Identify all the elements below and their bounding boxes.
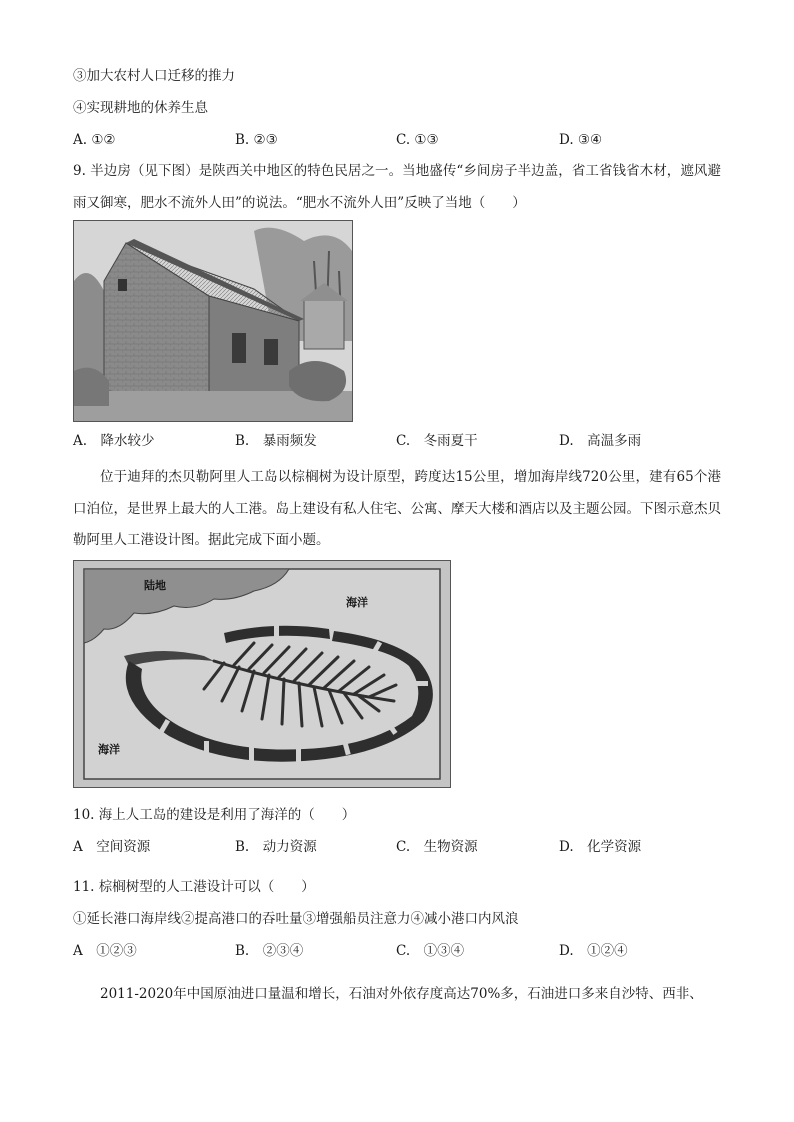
land-label: 陆地 (144, 579, 166, 592)
q11-option-d: D. ①②④ (559, 943, 628, 959)
q8-statement-3: ③加大农村人口迁移的推力 (73, 68, 235, 84)
house-illustration (74, 221, 352, 421)
q10-option-c: C. 生物资源 (396, 839, 478, 855)
ocean-label-top: 海洋 (346, 596, 368, 609)
ocean-label-bottom: 海洋 (98, 743, 120, 756)
q11-option-c: C. ①③④ (396, 943, 465, 959)
q9-option-b: B. 暴雨频发 (235, 433, 317, 449)
q10-options (73, 838, 733, 856)
palm-island-illustration (74, 561, 450, 787)
palm-island-passage: 位于迪拜的杰贝勒阿里人工岛以棕榈树为设计原型，跨度达15公里，增加海岸线720公里，建有65个港口泊位，是世界上最大的人工港。岛上建设有私人住宅、公寓、摩天大楼和酒店以及主题公园。下图示意杰贝勒阿里人工港设计图。据此完成下面小题。 (73, 469, 721, 548)
q8-options (73, 131, 733, 149)
q8-statement-4: ④实现耕地的休养生息 (73, 100, 208, 116)
q8-option-a: A. ①② (73, 132, 116, 148)
q10-stem: 10. 海上人工岛的建设是利用了海洋的（ ） (73, 807, 356, 823)
q8-option-d: D. ③④ (559, 132, 603, 148)
palm-island-map (73, 560, 451, 788)
q11-option-a: A ①②③ (73, 943, 137, 959)
oil-import-passage: 2011-2020年中国原油进口量温和增长，石油对外依存度高达70%多，石油进口多来自沙特、西非、 (100, 986, 703, 1002)
q9-option-c: C. 冬雨夏干 (396, 433, 478, 449)
q10-option-b: B. 动力资源 (235, 839, 317, 855)
q9-options (73, 432, 733, 450)
q11-statements: ①延长港口海岸线②提高港口的吞吐量③增强船员注意力④减小港口内风浪 (73, 911, 519, 927)
q9-option-a: A. 降水较少 (73, 433, 155, 449)
q11-stem: 11. 棕榈树型的人工港设计可以（ ） (73, 879, 315, 895)
q10-option-d: D. 化学资源 (559, 839, 642, 855)
q10-option-a: A 空间资源 (73, 839, 151, 855)
q9-stem: 9. 半边房（见下图）是陕西关中地区的特色民居之一。当地盛传“乡间房子半边盖，省工省钱省木材，遮风避雨又御寒，肥水不流外人田”的说法。“肥水不流外人田”反映了当地（ ） (73, 163, 721, 211)
q8-option-c: C. ①③ (396, 132, 439, 148)
half-side-house-photo (73, 220, 353, 422)
q11-options (73, 942, 733, 960)
q9-option-d: D. 高温多雨 (559, 433, 642, 449)
q8-option-b: B. ②③ (235, 132, 278, 148)
q11-option-b: B. ②③④ (235, 943, 304, 959)
